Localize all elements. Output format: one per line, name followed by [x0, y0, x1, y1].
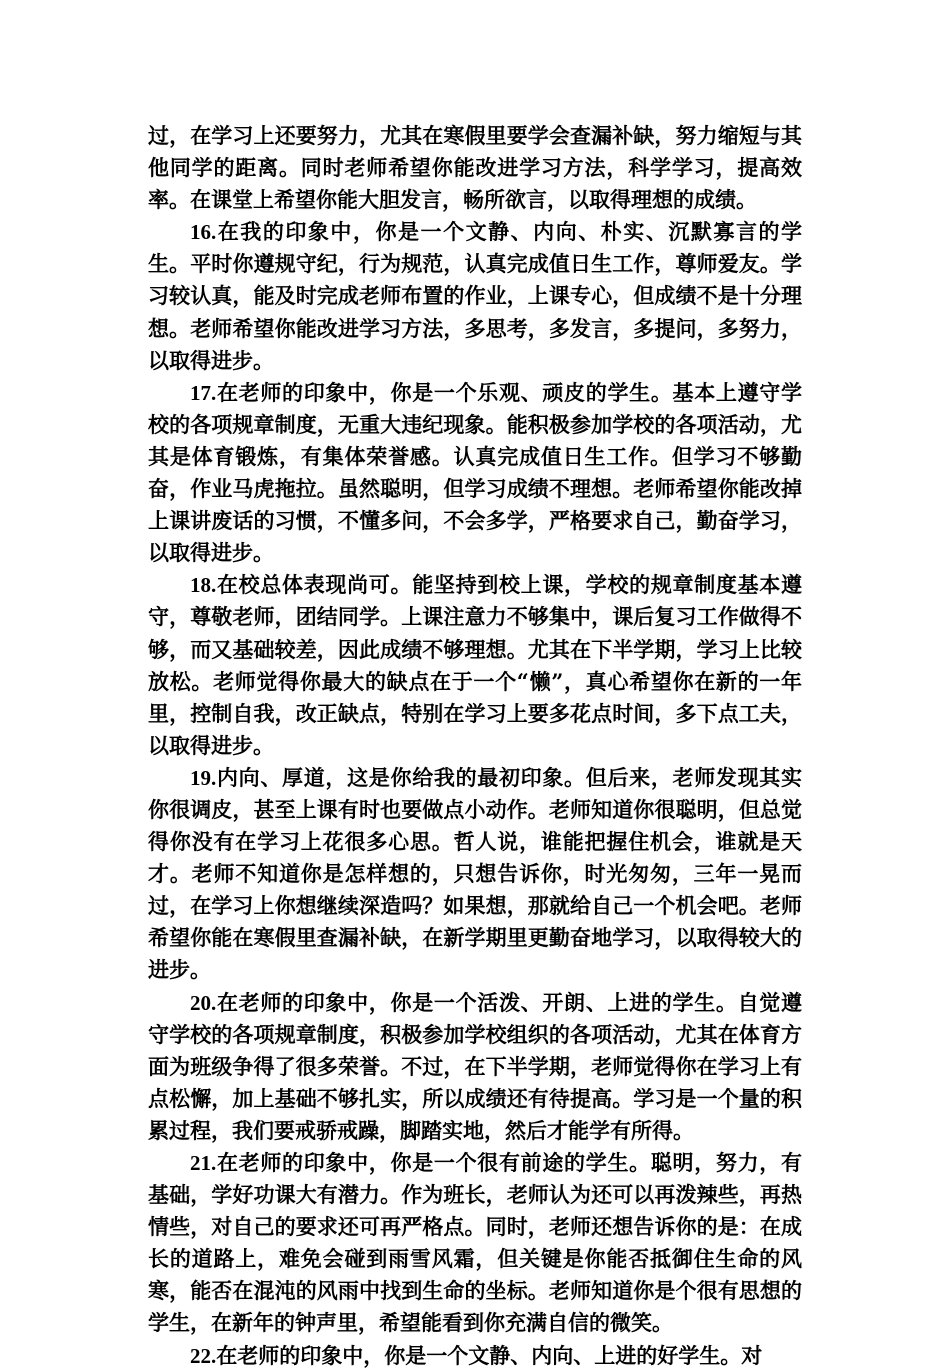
paragraph-continuation	[148, 120, 802, 216]
paragraph-number: 22.	[190, 1343, 217, 1368]
paragraph-text: 在校总体表现尚可。能坚持到校上课，学校的规章制度基本遵守，尊敬老师，团结同学。上课注意力不够集中，课后复习工作做得不够，而又基础较差，因此成绩不够理想。尤其在下半学期，学习上比较放松。老师觉得你最大的缺点在于一个“懒”，真心希望你在新的一年里，控制自我，改正缺点，特别在学习上要多花点时间，多下点工夫，以取得进步。	[148, 572, 802, 758]
paragraph-text: 在老师的印象中，你是一个很有前途的学生。聪明，努力，有基础，学好功课大有潜力。作为班长，老师认为还可以再泼辣些，再热情些，对自己的要求还可再严格点。同时，老师还想告诉你的是：在成长的道路上，难免会碰到雨雪风霜，但关键是你能否抵御住生命的风寒，能否在混沌的风雨中找到生命的坐标。老师知道你是个很有思想的学生，在新年的钟声里，希望能看到你充满自信的微笑。	[148, 1150, 802, 1336]
paragraph-comment-22	[148, 1340, 802, 1372]
paragraph-text: 内向、厚道，这是你给我的最初印象。但后来，老师发现其实你很调皮，甚至上课有时也要做点小动作。老师知道你很聪明，但总觉得你没有在学习上花很多心思。哲人说，谁能把握住机会，谁就是天才。老师不知道你是怎样想的，只想告诉你，时光匆匆，三年一晃而过，在学习上你想继续深造吗？如果想，那就给自己一个机会吧。老师希望你能在寒假里查漏补缺，在新学期里更勤奋地学习，以取得较大的进步。	[148, 764, 802, 983]
paragraph-text: 在老师的印象中，你是一个乐观、顽皮的学生。基本上遵守学校的各项规章制度，无重大违纪现象。能积极参加学校的各项活动，尤其是体育锻炼，有集体荣誉感。认真完成值日生工作。但学习不够勤奋，作业马虎拖拉。虽然聪明，但学习成绩不理想。老师希望你能改掉上课讲废话的习惯，不懂多问，不会多学，严格要求自己，勤奋学习，以取得进步。	[148, 379, 802, 566]
paragraph-text: 在老师的印象中，你是一个文静、内向、上进的好学生。对	[216, 1342, 763, 1368]
paragraph-number: 16.	[190, 220, 217, 245]
document-page	[148, 120, 802, 1372]
paragraph-comment-20	[148, 987, 802, 1147]
paragraph-comment-18	[148, 569, 802, 762]
paragraph-text: 在我的印象中，你是一个文静、内向、朴实、沉默寡言的学生。平时你遵规守纪，行为规范，认真完成值日生工作，尊师爱友。学习较认真，能及时完成老师布置的作业，上课专心，但成绩不是十分理想。老师希望你能改进学习方法，多思考，多发言，多提问，多努力，以取得进步。	[148, 219, 802, 373]
paragraph-comment-17	[148, 377, 802, 570]
paragraph-comment-16	[148, 216, 802, 376]
paragraph-number: 19.	[190, 765, 217, 790]
paragraph-number: 17.	[190, 380, 217, 405]
paragraph-comment-19	[148, 762, 802, 987]
paragraph-comment-21	[148, 1147, 802, 1340]
paragraph-text: 在老师的印象中，你是一个活泼、开朗、上进的学生。自觉遵守学校的各项规章制度，积极参加学校组织的各项活动，尤其在体育方面为班级争得了很多荣誉。不过，在下半学期，老师觉得你在学习上有点松懈，加上基础不够扎实，所以成绩还有待提高。学习是一个量的积累过程，我们要戒骄戒躁，脚踏实地，然后才能学有所得。	[148, 989, 802, 1143]
paragraph-number: 18.	[190, 573, 217, 598]
paragraph-text: 过，在学习上还要努力，尤其在寒假里要学会查漏补缺，努力缩短与其他同学的距离。同时老师希望你能改进学习方法，科学学习，提高效率。在课堂上希望你能大胆发言，畅所欲言，以取得理想的成绩。	[148, 123, 802, 213]
paragraph-number: 20.	[190, 990, 217, 1015]
paragraph-number: 21.	[190, 1151, 217, 1175]
